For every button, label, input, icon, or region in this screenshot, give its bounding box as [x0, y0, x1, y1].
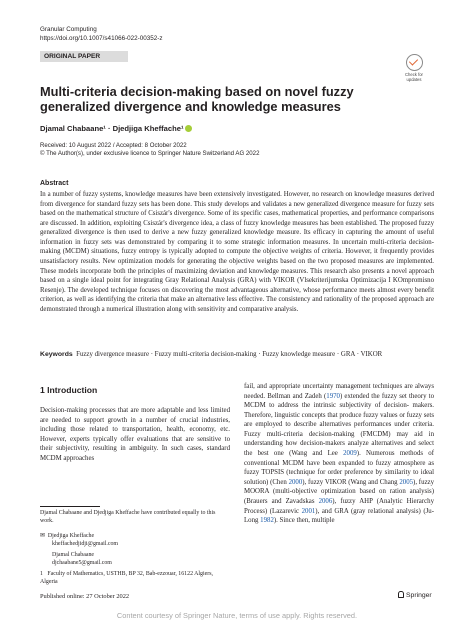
- author-2-email[interactable]: djchaabane5@gmail.com: [52, 559, 112, 566]
- intro-text: ) extended the fuzzy set theory to MCDM to address the intrinsic subjectivity of decision- makers. Therefore, linguistic concepts that produce fuzzy values or fuzzy sets are employed to describe alternatives performances under criteria. Fuzzy multi-criteria decision-making (FMCDM) may aid in understanding how decision-makers analyze alternatives and select the best one (Wang and Lee: [244, 392, 434, 458]
- badge-line-2: updates: [406, 76, 422, 82]
- intro-text: ). Numerous methods of conventional MCDM have been expanded to fuzzy atmosphere as fuzzy TOPSIS (technique for order preference by similarity to ideal solution) (Chen: [244, 450, 435, 486]
- check-updates-icon: [406, 54, 423, 71]
- affiliation-number: 1: [40, 570, 43, 577]
- citation-link[interactable]: 2005: [399, 478, 414, 486]
- citation-link[interactable]: 2000: [288, 478, 303, 486]
- author-names: Djamal Chabaane¹ · Djedjiga Kheffache¹: [40, 124, 184, 133]
- intro-text: ). Since then, multiple: [273, 517, 335, 525]
- journal-name: Granular Computing: [40, 26, 97, 33]
- abstract-text: In a number of fuzzy systems, knowledge measures have been extensively investigated. However, no research on knowledge measures derived from divergence for standard fuzzy sets has been done. This study develops and validates a new generalized divergence measure for fuzzy sets based on the mathematical structure of Csiszár's divergence. Some of its specific cases, mathematical properties, and performance comparisons are discussed. In addition, exploiting Csiszár's divergence idea, a class of fuzzy knowledge measures has been established. The proposed fuzzy generalized divergence is then used to derive a new fuzzy generalized knowledge measure. Its efficacy in capturing the amount of useful information in fuzzy sets was demonstrated by comparing it to some strategic information measures. In uncertain multi-criteria decision-making (MCDM) situations, fuzzy entropy is typically adopted to compute the objective weights of criteria. However, it frequently provides unsatisfactory results. New optimization models for generating the objective weights based on the two proposed measures are implemented. These models incorporate both the principles of maximizing deviation and knowledge measures. This research also presents a novel approach based on a single ideal point for integrating Gray Relational Analysis (GRA) with VIKOR (Vlsekriterijumska Optimizacija I KOmpromisno Resenje). The developed technique focuses on discovering the most advantageous alternative, whose performance meets almost every benefit criterion, as well as identifying the criteria that make an alternative less effective. The consistency and rationality of the proposed approach are demonstrated through a numerical illustration along with sensitivity and comparative analysis.: [40, 191, 434, 313]
- article-type-label: ORIGINAL PAPER: [40, 51, 128, 62]
- corresponding-authors: [40, 533, 230, 586]
- affiliation: Faculty of Mathematics, USTHB, BP 32, Bab-ezzouar, 16122 Algiers, Algeria: [40, 570, 213, 585]
- intro-text: fail, and appropriate uncertainty management techniques are always needed. Bellman and Zadeh (: [244, 383, 434, 400]
- doi-link[interactable]: https://doi.org/10.1007/s41066-022-00352-z: [40, 34, 163, 42]
- received-accepted: Received: 10 August 2022 / Accepted: 8 October 2022: [40, 142, 187, 149]
- orcid-icon[interactable]: [185, 125, 192, 132]
- introduction-heading: 1 Introduction: [40, 385, 98, 395]
- publisher-logo: [398, 591, 432, 599]
- citation-link[interactable]: 1982: [260, 517, 274, 525]
- citation-link[interactable]: 2006: [318, 497, 333, 505]
- footnote-divider: [40, 506, 100, 507]
- author-2-name: Djamal Chabaane: [52, 551, 95, 558]
- article-title: Multi-criteria decision-making based on novel fuzzy generalized divergence and knowledge measures: [40, 84, 354, 115]
- keywords-list: Fuzzy divergence measure · Fuzzy multi-criteria decision-making · Fuzzy knowledge measure · GRA · VIKOR: [76, 351, 383, 358]
- intro-text: ), fuzzy AHP (Analytic Hierarchy Process) (Lazarevic: [244, 497, 434, 515]
- courtesy-notice: Content courtesy of Springer Nature, terms of use apply. Rights reserved.: [116, 611, 358, 620]
- citation-link[interactable]: 1970: [326, 392, 340, 400]
- author-1-email[interactable]: kheffachedjidji@gmail.com: [52, 540, 119, 547]
- publisher-name: Springer: [406, 592, 432, 599]
- citation-link[interactable]: 2009: [343, 450, 357, 458]
- journal-header: [40, 26, 163, 43]
- badge-line-1: Check for: [405, 72, 423, 77]
- copyright-line: © The Author(s), under exclusive licence to Springer Nature Switzerland AG 2022: [40, 150, 260, 158]
- citation-link[interactable]: 2001: [301, 507, 316, 515]
- keywords: [40, 350, 434, 360]
- intro-right-column: [244, 382, 434, 526]
- published-online: Published online: 27 October 2022: [40, 593, 130, 600]
- intro-text: ), and GRA (gray relational analysis) (Ju-Long: [244, 507, 434, 525]
- check-for-updates-badge[interactable]: [394, 54, 434, 83]
- springer-horse-icon: [398, 591, 404, 598]
- author-1-name: Djedjiga Kheffache: [47, 533, 95, 539]
- intro-left-column: Decision-making processes that are more adaptable and less limited are needed to support growth in a number of crucial industries, including those related to transportation, health, economy, etc. However, experts typically offer evaluations that are sensitive to their subjectivity, resulting in ambiguity. In such cases, standard MCDM approaches: [40, 407, 230, 462]
- keywords-label: Keywords: [40, 351, 73, 358]
- envelope-icon: ✉: [40, 533, 45, 539]
- abstract-heading: Abstract: [40, 180, 69, 187]
- intro-text: ), fuzzy VIKOR (Wang and Chang: [302, 478, 400, 486]
- article-dates: [40, 142, 259, 159]
- author-line: [40, 124, 192, 134]
- contribution-note: Djamal Chabaane and Djedjiga Kheffache have contributed equally to this work.: [40, 510, 216, 524]
- intro-text: ), fuzzy MOORA (multi-objective optimization based on ration analysis) (Brauers and Zavadskas: [244, 478, 434, 505]
